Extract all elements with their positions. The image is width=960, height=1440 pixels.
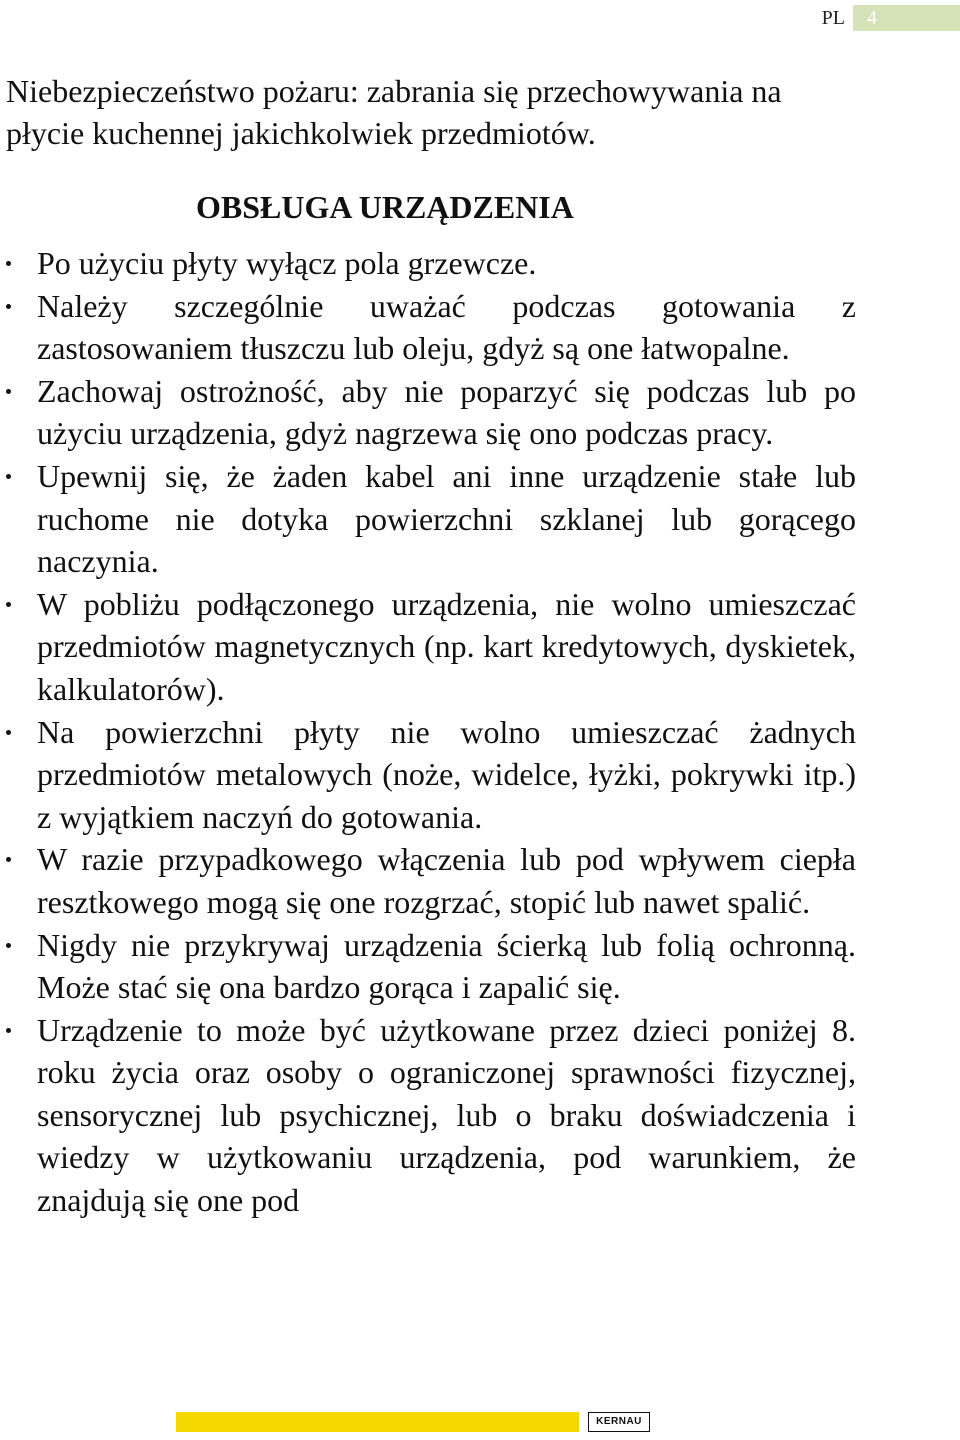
list-item: Upewnij się, że żaden kabel ani inne urządzenie stałe lub ruchome nie dotyka powierzchni szklanej lub gorącego naczynia.	[6, 455, 856, 583]
brand-logo: KERNAU	[588, 1412, 650, 1432]
list-item: Nigdy nie przykrywaj urządzenia ścierką lub folią ochronną. Może stać się ona bardzo gorąca i zapalić się.	[6, 924, 856, 1009]
list-item: Zachowaj ostrożność, aby nie poparzyć się podczas lub po użyciu urządzenia, gdyż nagrzewa się ono podczas pracy.	[6, 370, 856, 455]
list-item: W pobliżu podłączonego urządzenia, nie wolno umieszczać przedmiotów magnetycznych (np. kart kredytowych, dyskietek, kalkulatorów).	[6, 583, 856, 711]
list-item: Po użyciu płyty wyłącz pola grzewcze.	[6, 242, 856, 285]
footer-accent-bar	[176, 1412, 579, 1432]
language-label: PL	[821, 7, 845, 29]
usage-instructions-list	[6, 242, 856, 1222]
section-title: OBSŁUGA URZĄDZENIA	[196, 189, 574, 225]
page-number: 4	[853, 5, 960, 31]
page-header	[0, 5, 960, 33]
list-item: W razie przypadkowego włączenia lub pod wpływem ciepła resztkowego mogą się one rozgrzać, stopić lub nawet spalić.	[6, 838, 856, 923]
page-content	[6, 70, 856, 1222]
page-footer	[0, 1412, 960, 1434]
list-item: Należy szczególnie uważać podczas gotowania z zastosowaniem tłuszczu lub oleju, gdyż są one łatwopalne.	[6, 285, 856, 370]
list-item: Na powierzchni płyty nie wolno umieszczać żadnych przedmiotów metalowych (noże, widelce, łyżki, pokrywki itp.) z wyjątkiem naczyń do gotowania.	[6, 711, 856, 839]
list-item: Urządzenie to może być użytkowane przez dzieci poniżej 8. roku życia oraz osoby o ograniczonej sprawności fizycznej, sensorycznej lub psychicznej, lub o braku doświadczenia i wiedzy w użytkowaniu urządzenia, pod warunkiem, że znajdują się one pod	[6, 1009, 856, 1222]
fire-warning: Niebezpieczeństwo pożaru: zabrania się przechowywania na płycie kuchennej jakichkolwiek przedmiotów.	[6, 73, 782, 151]
